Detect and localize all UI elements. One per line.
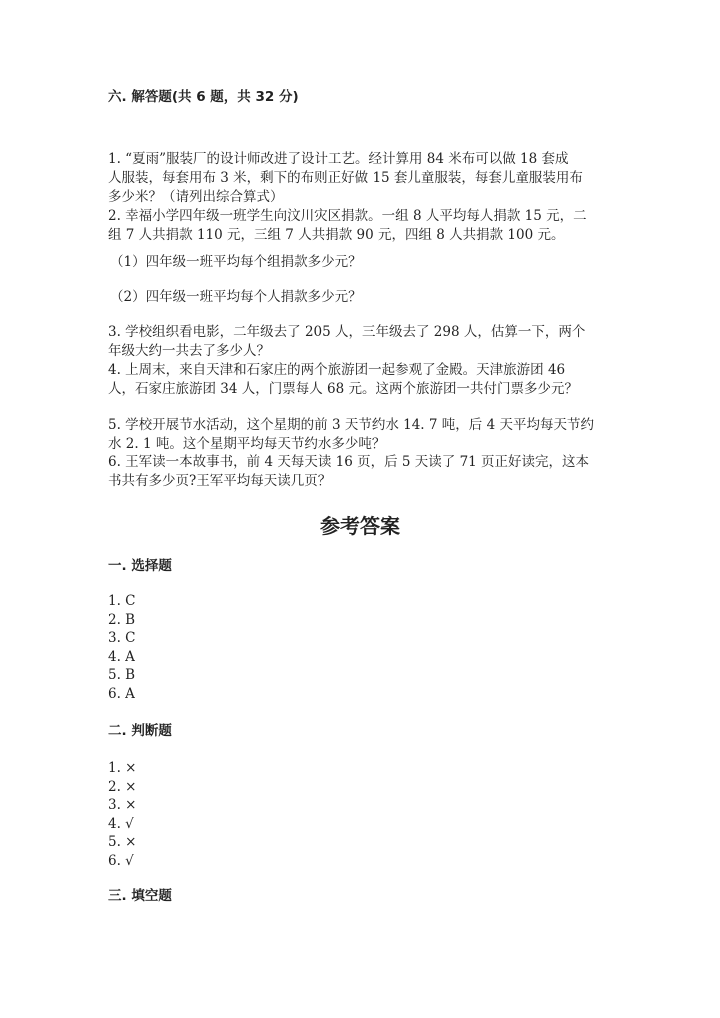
question-1 (108, 150, 618, 207)
question-2-sub-1: （1）四年级一班平均每个组捐款多少元？ (110, 254, 362, 270)
text-line: 1. “夏雨”服装厂的设计师改进了设计工艺。经计算用 84 米布可以做 18 套成 (108, 151, 569, 167)
text-line: 3. 学校组织看电影，二年级去了 205 人，三年级去了 298 人，估算一下，两个 (108, 324, 586, 340)
answer-item: 5. × (108, 834, 137, 851)
answers-title: 参考答案 (320, 514, 400, 538)
answers-part2-list (108, 759, 618, 871)
question-6 (108, 453, 618, 491)
question-2 (108, 207, 618, 245)
answers-part2-heading: 二. 判断题 (108, 723, 172, 739)
text-line: 人，石家庄旅游团 34 人，门票每人 68 元。这两个旅游团一共付门票多少元？ (108, 381, 579, 397)
answer-item: 1. C (108, 593, 136, 609)
text-line: 2. 幸福小学四年级一班学生向汶川灾区捐款。一组 8 人平均每人捐款 15 元，二 (108, 208, 587, 224)
text-line: 多少米？（请列出综合算式） (108, 189, 284, 205)
text-line: 6. 王军读一本故事书，前 4 天每天读 16 页，后 5 天读了 71 页正好读完，这本 (108, 454, 590, 470)
answers-part1-heading: 一. 选择题 (108, 558, 172, 574)
answer-item: 4. A (108, 648, 135, 665)
answer-item: 2. B (108, 611, 136, 628)
answer-item: 6. √ (108, 852, 134, 869)
text-line: 水 2. 1 吨。这个星期平均每天节约水多少吨？ (108, 436, 386, 452)
section-heading: 六. 解答题(共 6 题，共 32 分) (108, 89, 299, 105)
answer-item: 4. √ (108, 815, 134, 832)
text-line: 5. 学校开展节水活动，这个星期的前 3 天节约水 14. 7 吨，后 4 天平均每天节约 (108, 417, 594, 433)
answer-item: 2. × (108, 778, 137, 795)
answers-part3-heading: 三. 填空题 (108, 888, 172, 904)
answer-item: 3. × (108, 797, 137, 814)
answer-item: 3. C (108, 630, 136, 647)
question-2-sub-2: （2）四年级一班平均每个人捐款多少元？ (110, 289, 362, 305)
text-line: 书共有多少页?王军平均每天读几页？ (108, 473, 332, 489)
question-3 (108, 323, 618, 361)
question-5 (108, 416, 618, 454)
text-line: 4. 上周末，来自天津和石家庄的两个旅游团一起参观了金殿。天津旅游团 46 (108, 362, 566, 378)
question-4 (108, 361, 618, 399)
text-line: 人服装，每套用布 3 米，剩下的布则正好做 15 套儿童服装，每套儿童服装用布 (108, 170, 583, 186)
answer-item: 5. B (108, 667, 136, 684)
text-line: 年级大约一共去了多少人？ (108, 343, 270, 359)
answer-item: 6. A (108, 685, 135, 702)
answers-part1-list (108, 592, 618, 704)
answer-item: 1. × (108, 760, 137, 776)
text-line: 组 7 人共捐款 110 元，三组 7 人共捐款 90 元，四组 8 人共捐款 100 元。 (108, 227, 565, 243)
